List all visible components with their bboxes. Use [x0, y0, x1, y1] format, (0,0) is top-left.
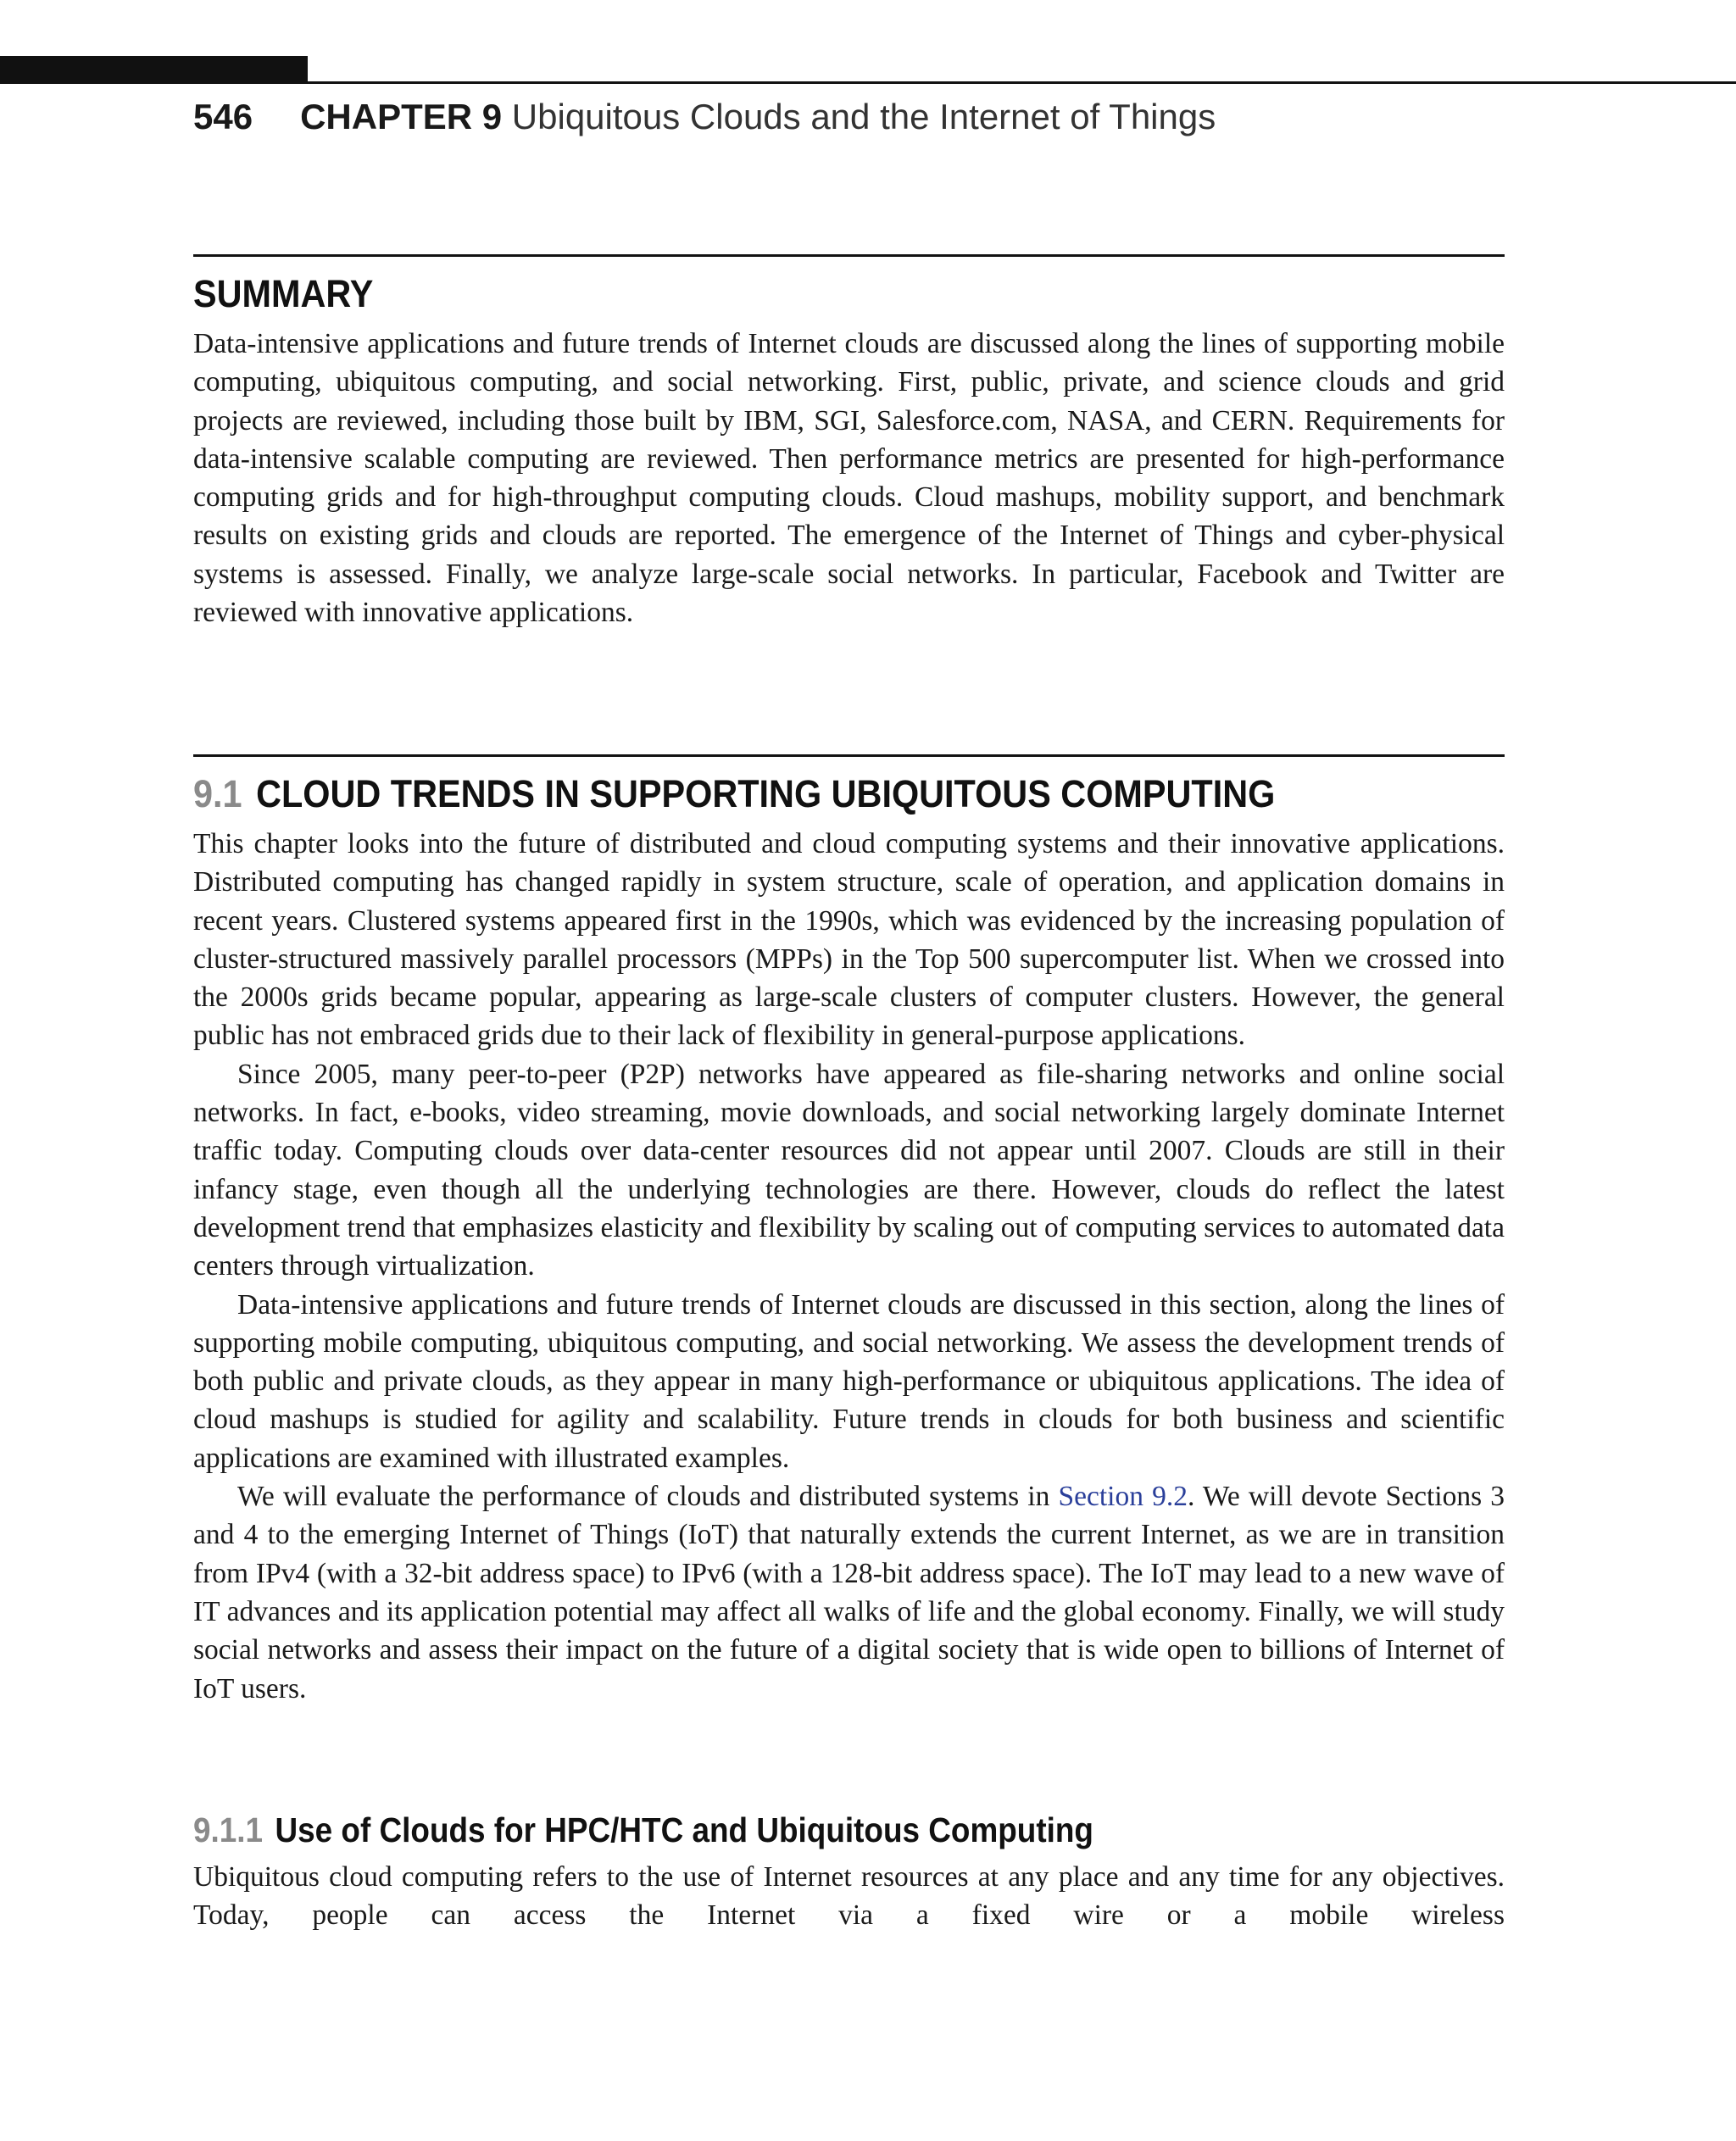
header-rule-thick	[0, 56, 308, 84]
section-paragraph-4: We will evaluate the performance of clouds and distributed systems in Section 9.2. We will devote Sections 3 and 4 to the emerging Internet of Things (IoT) that naturally extends the current Internet, as we are in transition from IPv4 (with a 32-bit address space) to IPv6 (with a 128-bit address space). The IoT may lead to a new wave of IT advances and its application potential may affect all walks of life and the global economy. Finally, we will study social networks and assess their impact on the future of a digital society that is wide open to billions of Internet of IoT users.	[193, 1481, 1505, 1704]
section-heading	[193, 769, 1399, 820]
subsection-heading	[193, 1805, 1373, 1855]
header-rule-thin	[308, 81, 1736, 84]
subsection-9-1-1	[193, 1805, 1505, 1935]
section-paragraph-2: Since 2005, many peer-to-peer (P2P) networks have appeared as file-sharing networks and online social networks. In fact, e-books, video streaming, movie downloads, and social networking largely dominate Internet traffic today. Computing clouds over data-center resources did not appear until 2007. Clouds are still in their infancy stage, even though all the underlying technologies are there. However, clouds do reflect the latest development trend that emphasizes elasticity and flexibility by scaling out of computing services to automated data centers through virtualization.	[193, 1058, 1505, 1282]
section-rule	[193, 754, 1505, 757]
running-head	[193, 92, 1216, 142]
summary-rule	[193, 254, 1505, 257]
subsection-paragraph: Ubiquitous cloud computing refers to the use of Internet resources at any place and any time for any objectives. Today, people can access the Internet via a fixed wire or a mobile wireless	[193, 1861, 1505, 1932]
section-9-1	[193, 754, 1505, 1708]
page-number: 546	[193, 97, 253, 136]
section-paragraph-1: This chapter looks into the future of distributed and cloud computing systems and their innovative applications. Distributed computing has changed rapidly in system structure, scale of operation, and application domains in recent years. Clustered systems appeared first in the 1990s, which was evidenced by the increasing population of cluster-structured massively parallel processors (MPPs) in the Top 500 supercomputer list. When we crossed into the 2000s grids became popular, appearing as large-scale clusters of computer clusters. However, the general public has not embraced grids due to their lack of flexibility in general-purpose applications.	[193, 828, 1505, 1052]
section-title: CLOUD TRENDS IN SUPPORTING UBIQUITOUS COMPUTING	[256, 772, 1276, 815]
subsection-number: 9.1.1	[193, 1810, 264, 1849]
summary-section	[193, 254, 1505, 631]
section-9-2-link[interactable]: Section 9.2	[1058, 1481, 1188, 1513]
section-number: 9.1	[193, 772, 242, 815]
chapter-title: Ubiquitous Clouds and the Internet of Things	[511, 97, 1216, 136]
subsection-title: Use of Clouds for HPC/HTC and Ubiquitous Computing	[275, 1810, 1093, 1849]
section-paragraph-3: Data-intensive applications and future trends of Internet clouds are discussed in this section, along the lines of supporting mobile computing, ubiquitous computing, and social networking. We assess the development trends of both public and private clouds, as they appear in many high-performance or ubiquitous applications. The idea of cloud mashups is studied for agility and scalability. Future trends in clouds for both business and scientific applications are examined with illustrated examples.	[193, 1288, 1505, 1474]
summary-paragraph: Data-intensive applications and future trends of Internet clouds are discussed along the lines of supporting mobile computing, ubiquitous computing, and social networking. First, public, private, and science clouds and grid projects are reviewed, including those built by IBM, SGI, Salesforce.com, NASA, and CERN. Requirements for data-intensive scalable computing are reviewed. Then performance metrics are presented for high-performance computing grids and for high-throughput computing clouds. Cloud mashups, mobility support, and benchmark results on existing grids and clouds are reported. The emergence of the Internet of Things and cyber-physical systems is assessed. Finally, we analyze large-scale social networks. In particular, Facebook and Twitter are reviewed with innovative applications.	[193, 328, 1505, 629]
summary-heading: SUMMARY	[193, 272, 374, 315]
chapter-label: CHAPTER 9	[300, 97, 503, 136]
